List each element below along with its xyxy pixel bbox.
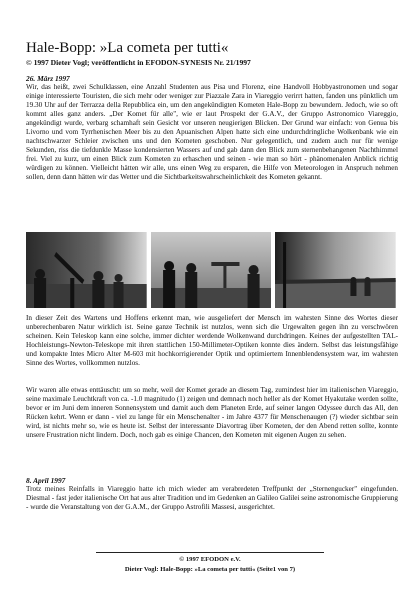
paragraph-4: Trotz meines Reinfalls in Viareggio hatte ich mich wieder am verabredeten Treffpunkt der „Sternengucker" eingefunden. Diesmal - fast jeder italienische Ort hat aus alter Tradition und im Gedenken an Galileo Galilei seine astronomische Gruppierung - wurde die Veranstaltung von der G.A.M., der Gruppo Astrofili Massesi, ausgerichtet. xyxy=(26,485,398,511)
photo-waterfront xyxy=(275,232,396,308)
paragraph-1: Wir, das heißt, zwei Schulklassen, eine Anzahl Studenten aus Pisa und Florenz, eine Handvoll Hobbyastronomen und sogar einige interessierte Touristen, die sich mehr oder weniger zur Piazzale Zara in Viareggio verirrt hatten, fanden uns pünktlich um 19.30 Uhr auf der Terrazza della Repubblica ein, um den angekündigten Kometen Hale-Bopp zu bewundern. Jedoch, wie so oft kommt alles ganz anders. „Der Komet für alle", wie er laut Prospekt der G.A.V., der Gruppo Astronomico Viareggio, angekündigt wurde, verbarg schamhaft sein Gesicht vor unseren neugierigen Blicken. Der Grund war einfach: von Genua bis Livorno und vom Tyrrhenischen Meer bis zu den Apuanischen Alpen hatte sich eine undurchdringliche Wolkenbank wie ein nachtschwarzer Schleier zwischen uns und den Kometen geschoben. Nur gelegentlich, und zudem auch nur für wenige Sekunden, riss die tiefdunkle Masse kondensierten Wassers auf und gab dann den Blick zum sternenbehangenen Nachthimmel frei. Viel zu kurz, um einen Blick zum Kometen zu erhaschen und seinen - wie man so hört - phänomenalen Anblick richtig würdigen zu können. Vielleicht hätten wir alle, uns einen Weg zu ersparen, die Hilfe von Meteorologen in Anspruch nehmen sollen, denn dann hätten wir das Wetter und die Sichtbarkeitswahrscheinlichkeit des Kometen gekannt. xyxy=(26,83,398,181)
page-title: Hale-Bopp: »La cometa per tutti« xyxy=(26,40,229,56)
footer-divider xyxy=(96,552,324,553)
copyright-line: © 1997 Dieter Vogl; veröffentlicht in EFODON-SYNESIS Nr. 21/1997 xyxy=(26,58,251,67)
footer-copyright: © 1997 EFODON e.V. xyxy=(179,556,241,563)
section-date-1: 26. März 1997 xyxy=(26,74,70,83)
photo-strip xyxy=(26,232,396,308)
footer-page-info: Dieter Vogl: Hale-Bopp: »La cometa per tutti« (Seite1 von 7) xyxy=(124,566,296,573)
photo-telescope-crowd xyxy=(26,232,147,308)
photo-terrace-people xyxy=(151,232,272,308)
section-date-2: 8. April 1997 xyxy=(26,476,66,485)
paragraph-3: Wir waren alle etwas enttäuscht: um so mehr, weil der Komet gerade an diesem Tag, zumindest hier im italienischen Viareggio, seine maximale Leuchtkraft von ca. -1.0 magnitudo (1) zeigen und demnach noch heller als der Komet Hyakutake werden sollte, bevor er im Juni dem inneren Sonnensystem und damit auch dem Planeten Erde, auf seiner langen Odyssee durch das All, den Rücken kehrt. Wenn er dann - viel zu lange für ein Menschenalter - im Jahre 4377 für Menschenaugen (?) wieder sichtbar sein wird, ist nichts mehr so, wie es heute ist. Selbst der interessante Diavortrag über Kometen, der den Abend retten sollte, konnte unsere Frustration nicht lindern. Doch, noch gab es einige Chancen, den Kometen mit eigenen Augen zu sehen. xyxy=(26,386,398,439)
paragraph-2: In dieser Zeit des Wartens und Hoffens erkennt man, wie ausgeliefert der Mensch im wahrsten Sinne des Wortes dieser unberechenbaren Natur wirklich ist. Seine ganze Technik ist nutzlos, wenn sich die Urgewalten gegen ihn zu verschwören scheinen. Kein Teleskop kann eine solche, immer dichter werdende Wolkenwand durchdringen. Keines der aufgestellten TAL-Hochleistungs-Newton-Teleskope mit ihren stattlichen 150-Millimeter-Optiken konnte dies ändern. Selbst das leistungsfähige und kompakte Intes Micro Alter M-603 mit hochkorrigierender Optik und optimiertem Innenblendensystem war, im wahrsten Sinne des Wortes, vollkommen nutzlos. xyxy=(26,314,398,367)
